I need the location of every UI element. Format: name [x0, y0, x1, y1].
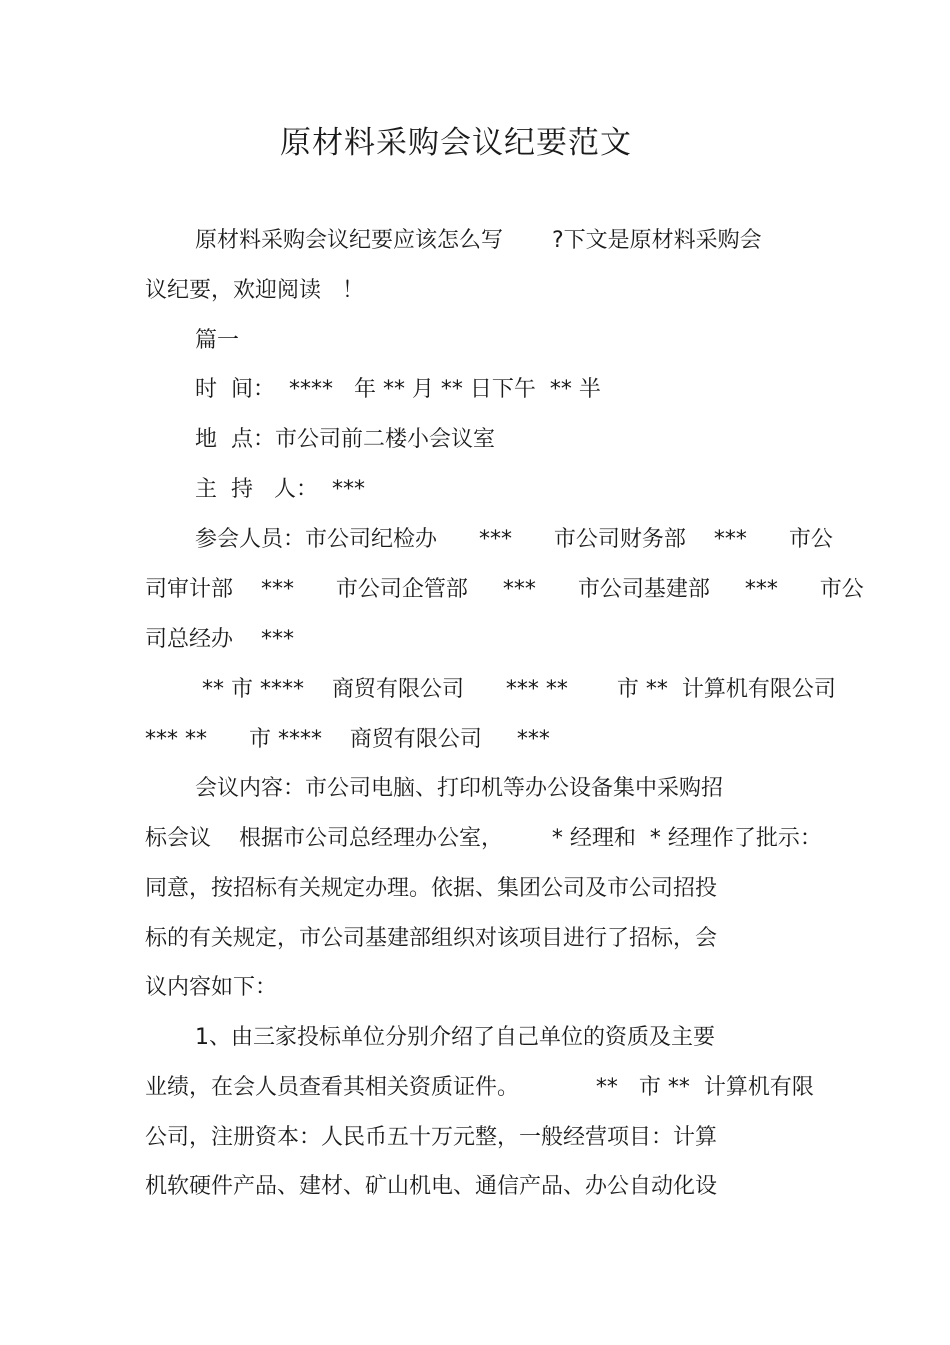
content-line: 机软硬件产品、建材、矿山机电、通信产品、办公自动化设 [145, 1174, 718, 1199]
paragraph-line: 原材料采购会议纪要应该怎么写 ?下文是原材料采购会 [195, 228, 762, 253]
document-title: 原材料采购会议纪要范文 [280, 125, 632, 161]
content-line: 会议内容：市公司电脑、打印机等办公设备集中采购招 [195, 776, 724, 801]
section-heading: 篇一 [195, 328, 240, 353]
attendees-line: ** 市 **** 商贸有限公司 *** ** 市 ** 计算机有限公司 [195, 677, 836, 702]
content-line: 业绩，在会人员查看其相关资质证件。 ** 市 ** 计算机有限 [145, 1075, 814, 1100]
attendees-line: 司审计部 *** 市公司企管部 *** 市公司基建部 *** 市公 [145, 577, 864, 602]
content-line: 议内容如下： [145, 975, 278, 1000]
paragraph-line: 议纪要，欢迎阅读 ！ [145, 278, 364, 303]
attendees-line: 司总经办 *** [145, 627, 294, 652]
content-line: 公司，注册资本：人民币五十万元整，一般经营项目：计算 [145, 1125, 718, 1150]
content-line: 同意，按招标有关规定办理。依据、集团公司及市公司招投 [145, 876, 718, 901]
meeting-host: 主 持 人： *** [195, 477, 365, 502]
meeting-time: 时 间： **** 年 ** 月 ** 日下午 ** 半 [195, 377, 601, 402]
meeting-location: 地 点：市公司前二楼小会议室 [195, 427, 495, 452]
content-line: 标的有关规定，市公司基建部组织对该项目进行了招标，会 [145, 926, 718, 951]
attendees-line: *** ** 市 **** 商贸有限公司 *** [145, 727, 550, 752]
content-line: 1、由三家投标单位分别介绍了自己单位的资质及主要 [195, 1025, 715, 1050]
attendees-line: 参会人员：市公司纪检办 *** 市公司财务部 *** 市公 [195, 527, 833, 552]
content-line: 标会议 根据市公司总经理办公室， * 经理和 * 经理作了批示： [145, 826, 822, 851]
